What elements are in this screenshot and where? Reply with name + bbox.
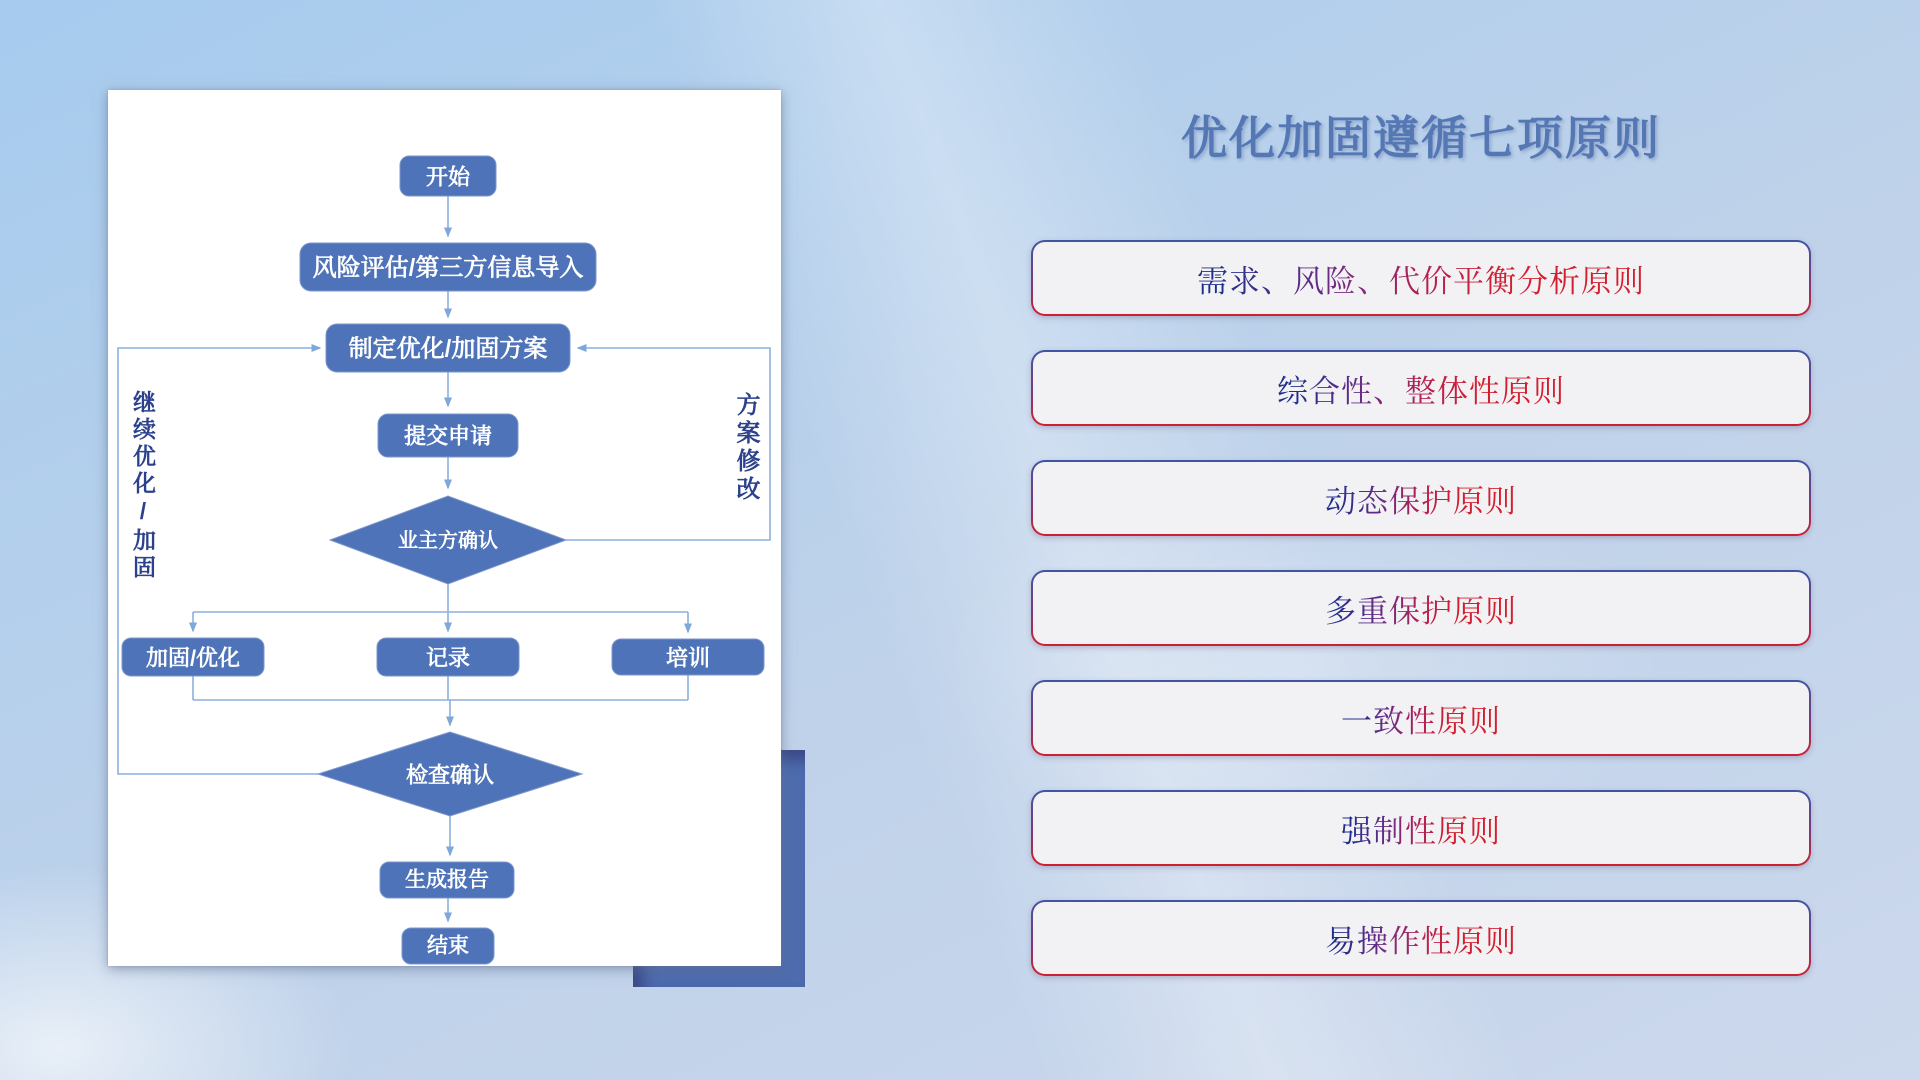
report-label: 生成报告 [405,868,489,892]
end-label: 结束 [427,934,469,958]
principle-label-2: 综合性、整体性原则 [1277,366,1565,411]
principle-box-4 [1031,570,1811,646]
principle-box-2 [1031,350,1811,426]
start-label: 开始 [425,164,471,190]
principle-label-5: 一致性原则 [1341,696,1501,741]
principle-label-3: 动态保护原则 [1325,476,1517,521]
flow-node-assess [300,243,596,291]
principle-label-1: 需求、风险、代价平衡分析原则 [1197,256,1645,301]
principle-box-5 [1031,680,1811,756]
check-label: 检查确认 [405,762,495,788]
principle-label-4: 多重保护原则 [1325,586,1517,631]
flow-node-report [380,862,514,898]
assess-label: 风险评估/第三方信息导入 [312,254,584,282]
reinforce-label: 加固/优化 [145,645,241,671]
train-label: 培训 [665,645,711,671]
principle-box-2-inner [1033,352,1809,424]
principle-box-6 [1031,790,1811,866]
flow-node-record [377,638,519,676]
loop-label-plan-revision: 方案修改 [732,392,759,504]
principle-box-4-inner [1033,572,1809,644]
flow-node-reinforce [122,638,264,676]
principle-box-7-inner [1033,902,1809,974]
flow-node-check [318,732,582,816]
plan-label: 制定优化/加固方案 [348,335,548,363]
principle-box-1-inner [1033,242,1809,314]
flow-node-confirm [330,496,566,584]
confirm-label: 业主方确认 [398,530,498,552]
principle-label-6: 强制性原则 [1341,806,1501,851]
principle-box-3-inner [1033,462,1809,534]
flow-node-start [400,156,496,196]
flow-node-plan [326,324,570,372]
flow-node-train [612,639,764,675]
page-title: 优化加固遵循七项原则 [1181,112,1661,164]
principle-box-1 [1031,240,1811,316]
principle-label-7: 易操作性原则 [1325,916,1517,961]
principle-box-5-inner [1033,682,1809,754]
flowchart-card [108,90,781,966]
submit-label: 提交申请 [403,423,493,449]
principle-box-6-inner [1033,792,1809,864]
flowchart [108,90,781,966]
flow-node-end [402,928,494,964]
principle-box-3 [1031,460,1811,536]
record-label: 记录 [425,645,471,671]
principle-box-7 [1031,900,1811,976]
flow-node-submit [378,414,518,457]
loop-label-continue-optimize: 继续优化/加固 [130,390,156,582]
